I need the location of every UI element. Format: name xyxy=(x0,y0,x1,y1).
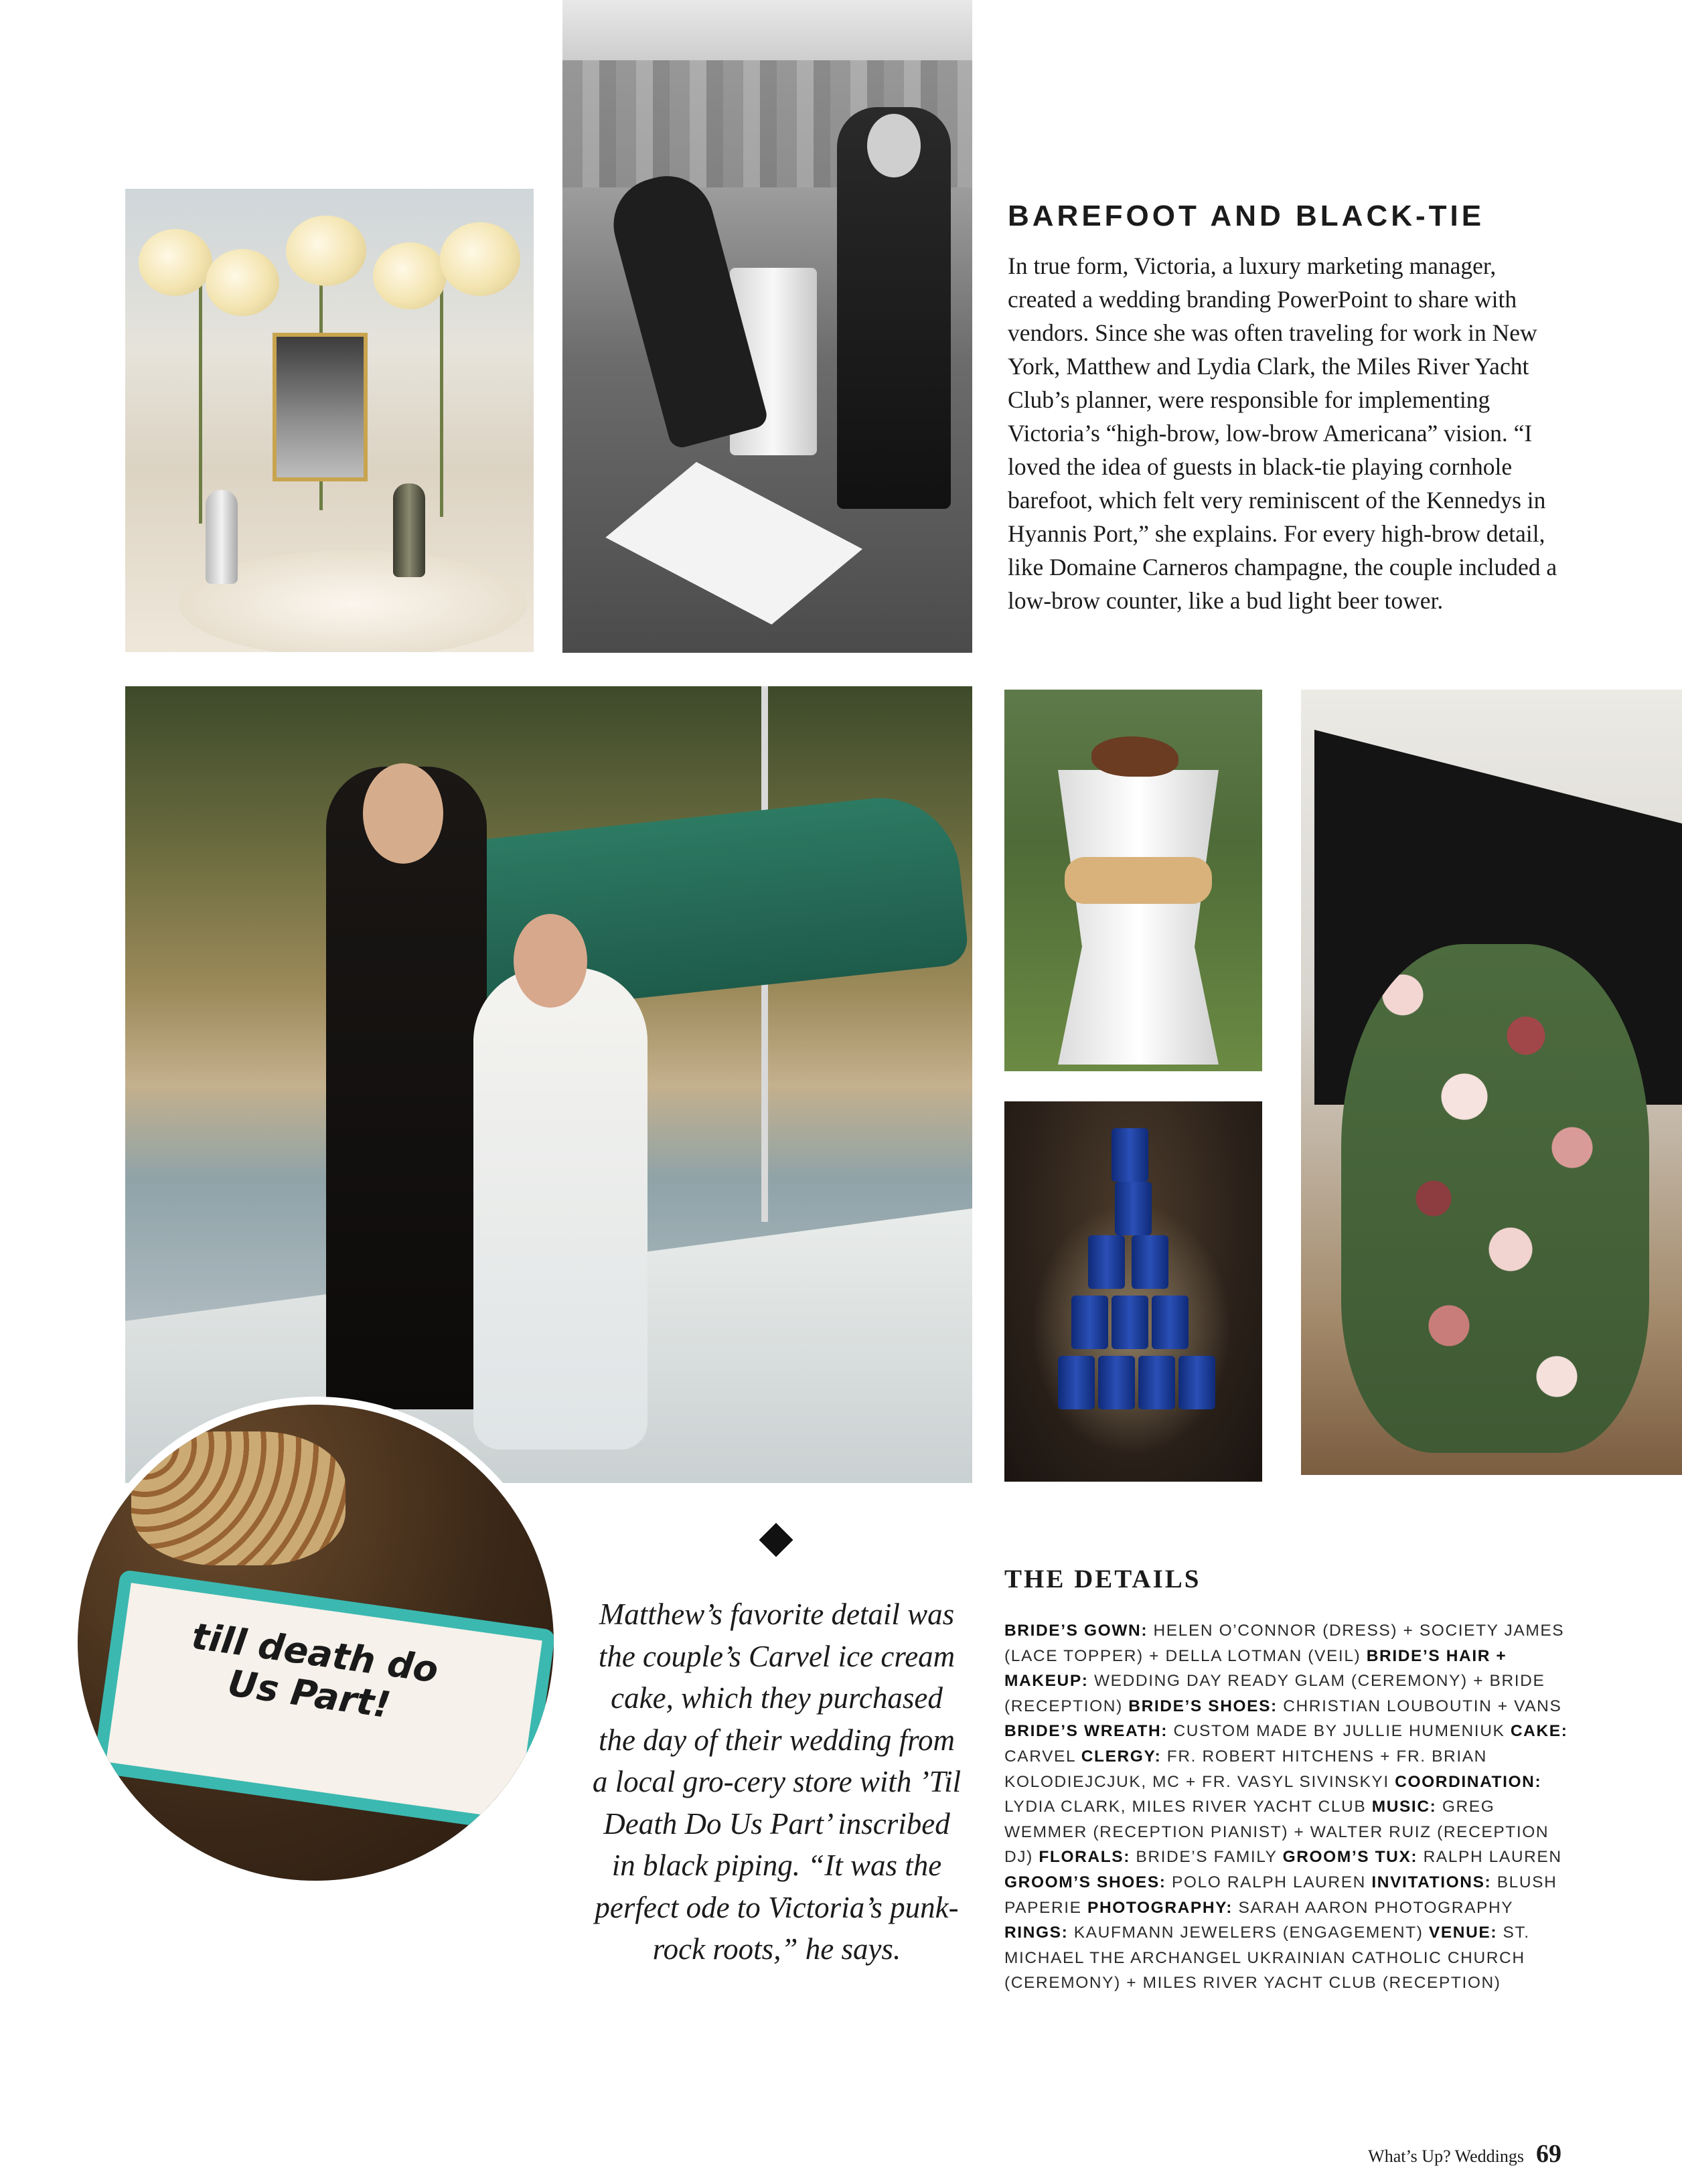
diamond-ornament-icon xyxy=(759,1523,793,1557)
photo-cornhole xyxy=(562,0,972,653)
detail-value: KAUFMANN JEWELERS (ENGAGEMENT) xyxy=(1073,1924,1424,1942)
publication-name: What’s Up? Weddings xyxy=(1368,2147,1524,2166)
details-list xyxy=(1004,1618,1580,1996)
detail-value: RALPH LAUREN xyxy=(1423,1848,1562,1867)
detail-label: RINGS: xyxy=(1004,1924,1069,1942)
detail-label: FLORALS: xyxy=(1039,1848,1130,1867)
detail-label: COORDINATION: xyxy=(1395,1772,1542,1791)
detail-value: HELEN O’CONNOR (DRESS) + SOCIETY JAMES (LACE TOPPER) + DELLA LOTMAN (VEIL) xyxy=(1004,1622,1565,1665)
photo-piano-flowers xyxy=(1301,690,1682,1475)
detail-label: INVITATIONS: xyxy=(1371,1873,1492,1891)
detail-label: BRIDE’S GOWN: xyxy=(1004,1622,1148,1640)
page-footer xyxy=(1368,2139,1561,2169)
detail-value: WEDDING DAY READY GLAM (CEREMONY) + BRIDE (RECEPTION) xyxy=(1004,1672,1545,1715)
photo-cocktail-table xyxy=(1004,690,1262,1071)
detail-label: VENUE: xyxy=(1428,1924,1498,1942)
detail-value: BRIDE’S FAMILY xyxy=(1136,1848,1278,1867)
detail-label: PHOTOGRAPHY: xyxy=(1087,1898,1233,1917)
detail-value: CHRISTIAN LOUBOUTIN + VANS xyxy=(1283,1697,1562,1715)
cake-inscription: till death do Us Part! xyxy=(189,1614,441,1727)
detail-label: CAKE: xyxy=(1510,1722,1568,1741)
pull-quote: Matthew’s favorite detail was the couple’s Carvel ice cream cake, which they purchased the day of their wedding from a local gro-cery store with ’Til Death Do Us Part’ inscribed in black piping. “It was the perfect ode to Victoria’s punk-rock roots,” he says. xyxy=(592,1597,962,1966)
detail-label: BRIDE’S WREATH: xyxy=(1004,1722,1168,1741)
photo-beer-tower xyxy=(1004,1101,1262,1482)
photo-couple-sailboat xyxy=(125,686,972,1483)
detail-value: LYDIA CLARK, MILES RIVER YACHT CLUB xyxy=(1004,1798,1367,1816)
photo-cake-circle xyxy=(70,1397,562,1889)
detail-label: BRIDE’S HAIR + MAKEUP: xyxy=(1004,1646,1507,1691)
detail-label: BRIDE’S SHOES: xyxy=(1128,1697,1278,1715)
detail-label: CLERGY: xyxy=(1081,1747,1162,1766)
page-number: 69 xyxy=(1536,2140,1561,2168)
detail-value: POLO RALPH LAUREN xyxy=(1171,1873,1366,1891)
details-heading: THE DETAILS xyxy=(1004,1565,1201,1593)
detail-value: SARAH AARON PHOTOGRAPHY xyxy=(1238,1898,1513,1917)
detail-value: ST. MICHAEL THE ARCHANGEL UKRAINIAN CATHOLIC CHURCH (CEREMONY) + MILES RIVER YACHT CLUB (RECEPTION) xyxy=(1004,1924,1530,1993)
detail-value: CARVEL xyxy=(1004,1747,1076,1766)
detail-value: FR. ROBERT HITCHENS + FR. BRIAN KOLODIEJCJUK, MC + FR. VASYL SIVINSKYI xyxy=(1004,1747,1487,1791)
detail-label: GROOM’S TUX: xyxy=(1282,1848,1418,1867)
article-headline: BAREFOOT AND BLACK-TIE xyxy=(1008,200,1485,232)
detail-label: GROOM’S SHOES: xyxy=(1004,1873,1166,1891)
detail-value: GREG WEMMER (RECEPTION PIANIST) + WALTER RUIZ (RECEPTION DJ) xyxy=(1004,1798,1549,1867)
detail-value: CUSTOM MADE BY JULLIE HUMENIUK xyxy=(1173,1722,1505,1741)
detail-value: BLUSH PAPERIE xyxy=(1004,1873,1557,1917)
detail-label: MUSIC: xyxy=(1371,1798,1437,1816)
photo-table-setting xyxy=(125,189,534,652)
article-intro: In true form, Victoria, a luxury marketing manager, created a wedding branding PowerPoint to share with vendors. Since she was often traveling for work in New York, Matthew and Lydia Clark, the Miles River Yacht Club’s planner, were responsible for implementing Victoria’s “high-brow, low-brow Americana” vision. “I loved the idea of guests in black-tie playing cornhole barefoot, which felt very reminiscent of the Kennedys in Hyannis Port,” she explains. For every high-brow detail, like Domaine Carneros champagne, the couple included a low-brow counter, like a bud light beer tower. xyxy=(1008,252,1557,614)
